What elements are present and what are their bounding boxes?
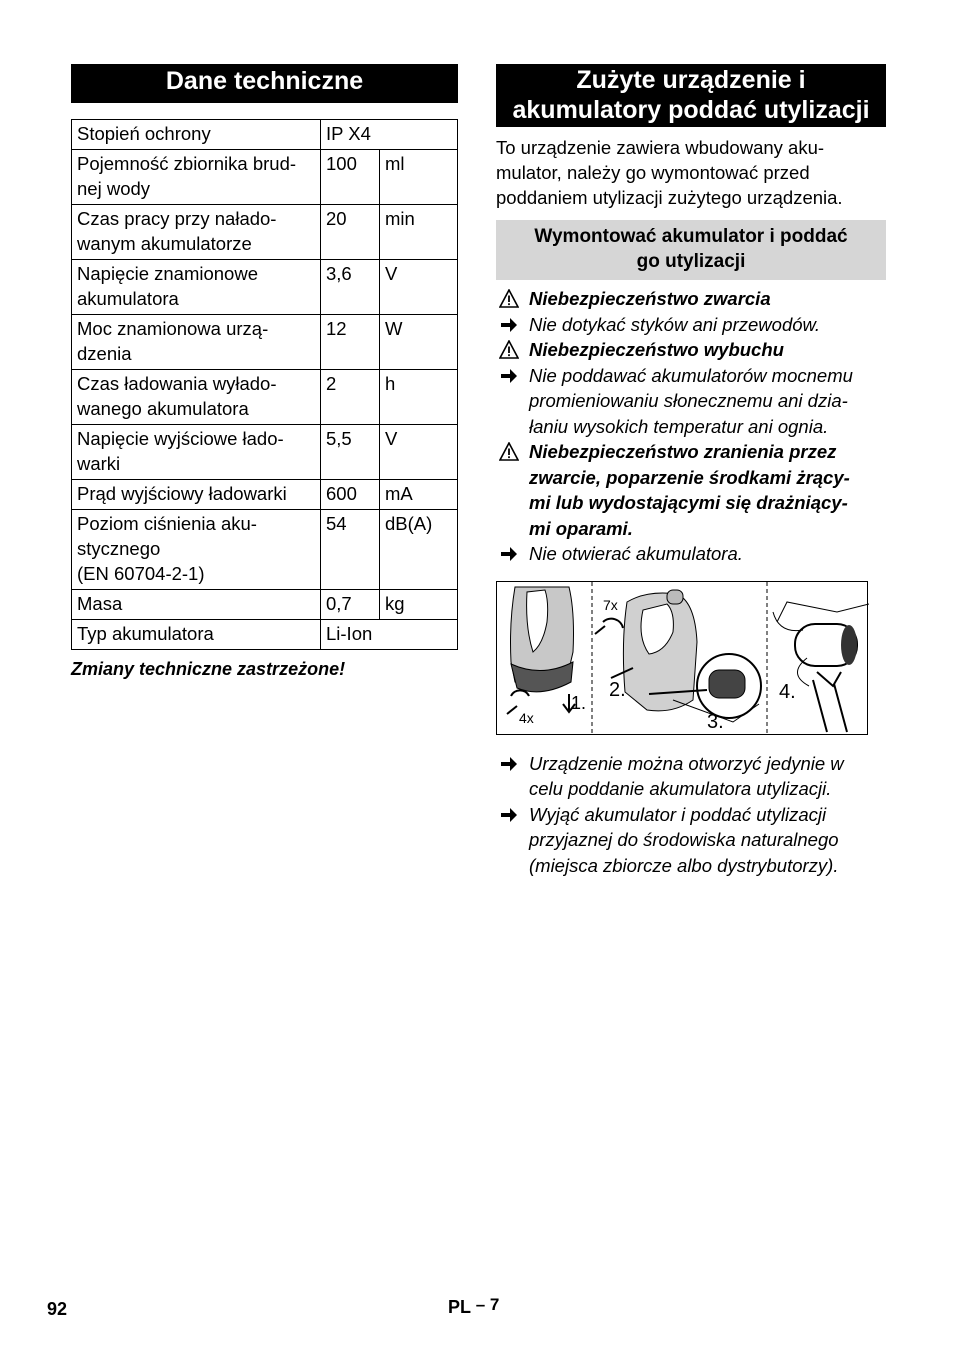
screws-7x-label: 7x — [603, 596, 618, 613]
arrow-right-icon — [498, 312, 520, 340]
step-3-label: 3. — [707, 710, 724, 733]
section-title-disposal: Zużyte urządzenie i akumulatory poddać utylizacji — [496, 64, 886, 127]
item-text: Wyjąć akumulator i poddać utylizacji przyjaznej do środowiska naturalnego (miejsca zbiorcze albo dystrybutorzy). — [529, 803, 839, 876]
arrow-right-icon — [498, 802, 520, 830]
table-row — [72, 590, 458, 620]
instruction-item — [496, 751, 886, 802]
item-text: Niebezpieczeństwo zwarcia — [529, 288, 771, 309]
instruction-list-2 — [496, 751, 886, 879]
instruction-item — [496, 541, 886, 567]
page-number: 92 — [47, 1299, 68, 1319]
spec-label: Napięcie znamionowe akumulatora — [72, 260, 321, 315]
technical-data-section — [71, 64, 458, 680]
spec-label: Poziom ciśnienia aku- stycznego (EN 60704-2-1) — [72, 510, 321, 590]
spec-value: 0,7 — [321, 590, 380, 620]
language-marker — [448, 1297, 499, 1318]
arrow-right-icon — [498, 541, 520, 569]
table-row — [72, 370, 458, 425]
disposal-section — [496, 64, 886, 878]
spec-value: 2 — [321, 370, 380, 425]
spec-label: Stopień ochrony — [72, 120, 321, 150]
step-2-label: 2. — [609, 678, 626, 701]
item-text: Niebezpieczeństwo zranienia przez zwarcie, poparzenie środkami żrący- mi lub wydostającymi się drażniący- mi oparami. — [529, 441, 850, 539]
lang-code: PL — [448, 1297, 471, 1317]
arrow-right-icon — [498, 363, 520, 391]
subheading: Wymontować akumulator i poddać go utylizacji — [496, 220, 886, 280]
table-row — [72, 260, 458, 315]
spec-unit: V — [380, 425, 458, 480]
item-text: Nie dotykać styków ani przewodów. — [529, 313, 820, 335]
spec-value: 20 — [321, 205, 380, 260]
spec-label: Pojemność zbiornika brud- nej wody — [72, 150, 321, 205]
instruction-item — [496, 312, 886, 338]
spec-table — [71, 119, 458, 650]
battery-removal-figure — [496, 581, 868, 735]
spec-unit: dB(A) — [380, 510, 458, 590]
table-row — [72, 120, 458, 150]
arrow-right-icon — [498, 751, 520, 779]
spec-value: IP X4 — [321, 120, 458, 150]
spec-label: Czas pracy przy nałado- wanym akumulatorze — [72, 205, 321, 260]
spec-label: Czas ładowania wyłado- wanego akumulatora — [72, 370, 321, 425]
instruction-list — [496, 286, 886, 567]
table-row — [72, 510, 458, 590]
spec-unit: mA — [380, 480, 458, 510]
warning-item — [496, 286, 886, 312]
spec-label: Prąd wyjściowy ładowarki — [72, 480, 321, 510]
spec-unit: kg — [380, 590, 458, 620]
instruction-item — [496, 363, 886, 440]
table-row — [72, 620, 458, 650]
spec-label: Napięcie wyjściowe łado- warki — [72, 425, 321, 480]
spec-value: 5,5 — [321, 425, 380, 480]
warning-triangle-icon — [498, 286, 520, 315]
spec-label: Masa — [72, 590, 321, 620]
spec-label: Moc znamionowa urzą- dzenia — [72, 315, 321, 370]
technical-note: Zmiany techniczne zastrzeżone! — [71, 659, 346, 679]
spec-value: 12 — [321, 315, 380, 370]
spec-unit: ml — [380, 150, 458, 205]
spec-unit: V — [380, 260, 458, 315]
warning-item — [496, 439, 886, 541]
spec-unit: W — [380, 315, 458, 370]
step-4-label: 4. — [779, 680, 796, 703]
spec-value: Li-Ion — [321, 620, 458, 650]
item-text: Nie poddawać akumulatorów mocnemu promieniowaniu słonecznemu ani dzia- łaniu wysokich temperatur ani ognia. — [529, 364, 853, 437]
item-text: Niebezpieczeństwo wybuchu — [529, 339, 784, 360]
warning-item — [496, 337, 886, 363]
item-text: Urządzenie można otworzyć jedynie w celu poddanie akumulatora utylizacji. — [529, 752, 844, 799]
intro-text: To urządzenie zawiera wbudowany aku- mulator, należy go wymontować przed poddaniem utylizacji zużytego urządzenia. — [496, 137, 843, 208]
screws-4x-label: 4x — [519, 709, 534, 726]
spec-value: 600 — [321, 480, 380, 510]
table-row — [72, 480, 458, 510]
section-title: Dane techniczne — [71, 64, 458, 103]
table-row — [72, 150, 458, 205]
spec-unit: min — [380, 205, 458, 260]
spec-value: 54 — [321, 510, 380, 590]
spec-unit: h — [380, 370, 458, 425]
spec-label: Typ akumulatora — [72, 620, 321, 650]
table-row — [72, 205, 458, 260]
table-row — [72, 425, 458, 480]
lang-page: – 7 — [475, 1295, 500, 1314]
spec-value: 3,6 — [321, 260, 380, 315]
item-text: Nie otwierać akumulatora. — [529, 543, 743, 564]
warning-triangle-icon — [498, 337, 520, 366]
table-row — [72, 315, 458, 370]
step-1-label: 1. — [571, 692, 587, 713]
instruction-item — [496, 802, 886, 879]
spec-value: 100 — [321, 150, 380, 205]
warning-triangle-icon — [498, 439, 520, 468]
